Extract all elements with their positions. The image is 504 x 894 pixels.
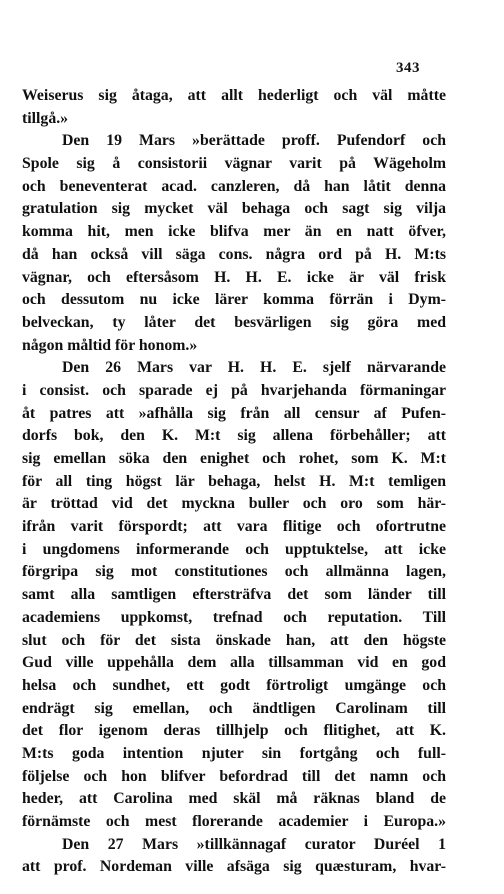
text-line: dorfs bok, den K. M:t sig allena förbehåller; att bbox=[22, 427, 446, 445]
text-line: Den 26 Mars var H. H. E. sjelf närvarande bbox=[62, 359, 446, 377]
text-line: förnämste och mest florerande academier i Europa.» bbox=[22, 813, 446, 830]
text-line: vägnar, och eftersåsom H. H. E. icke är väl frisk bbox=[22, 268, 446, 286]
text-line: slut och för det sista önskade han, att den högste bbox=[22, 631, 446, 649]
text-line: och dessutom nu icke lärer komma förrän i Dym- bbox=[22, 291, 446, 309]
text-line: förgripa sig mot constitutiones och allmänna lagen, bbox=[22, 563, 446, 581]
text-line: helsa och sundhet, ett godt förtroligt umgänge och bbox=[22, 676, 446, 694]
text-line: är tröttad vid det myckna buller och oro som här- bbox=[22, 495, 446, 513]
text-line: Spole sig å consistorii vägnar varit på Wägeholm bbox=[22, 155, 446, 173]
text-line: gratulation sig mycket väl behaga och sagt sig vilja bbox=[22, 200, 446, 218]
text-line: Den 19 Mars »berättade proff. Pufendorf och bbox=[62, 132, 446, 150]
text-line: endrägt sig emellan, och ändtligen Carolinam till bbox=[22, 699, 446, 717]
text-line: ifrån varit förspordt; att vara flitige och ofortrutne bbox=[22, 518, 446, 536]
text-line: samt alla samtligen eftersträfva det som länder till bbox=[22, 586, 446, 604]
text-line: Gud ville uppehålla dem alla tillsamman vid en god bbox=[22, 654, 446, 672]
text-line: academiens uppkomst, trefnad och reputation. Till bbox=[22, 608, 446, 626]
text-line: Den 27 Mars »tillkännagaf curator Duréel 1 bbox=[62, 835, 446, 853]
text-line: M:ts goda intention njuter sin fortgång och full- bbox=[22, 744, 446, 762]
text-line: Weiserus sig åtaga, att allt hederligt och väl måtte bbox=[22, 87, 446, 104]
text-line: komma hit, men icke blifva mer än en natt öfver, bbox=[22, 223, 446, 241]
text-line: då han också vill säga cons. några ord på H. M:ts bbox=[22, 245, 446, 263]
text-line: följelse och hon blifver befordrad till det namn och bbox=[22, 767, 446, 785]
text-line: sig emellan söka den enighet och rohet, som K. M:t bbox=[22, 450, 446, 467]
text-line: i ungdomens informerande och upptuktelse, att icke bbox=[22, 540, 446, 558]
text-line: belveckan, ty låter det besvärligen sig göra med bbox=[22, 313, 446, 331]
text-line: heder, att Carolina med skäl må räknas bland de bbox=[22, 790, 446, 808]
text-line: för all ting högst lär behaga, helst H. M:t temligen bbox=[22, 472, 446, 490]
text-line: det flor igenom deras tillhjelp och flitighet, att K. bbox=[22, 722, 446, 740]
text-line: och beneventerat acad. canzleren, då han låtit denna bbox=[22, 177, 446, 195]
page-number: 343 bbox=[396, 60, 420, 76]
body-text bbox=[22, 85, 446, 879]
text-line: tillgå.» bbox=[22, 109, 69, 127]
text-line: i consist. och sparade ej på hvarjehanda förmaningar bbox=[22, 381, 446, 399]
text-line: åt patres att »afhålla sig från all censur af Pufen- bbox=[22, 404, 446, 422]
text-line: någon måltid för honom.» bbox=[22, 336, 198, 354]
text-line: att prof. Nordeman ville afsäga sig quæsturam, hvar- bbox=[22, 858, 446, 876]
